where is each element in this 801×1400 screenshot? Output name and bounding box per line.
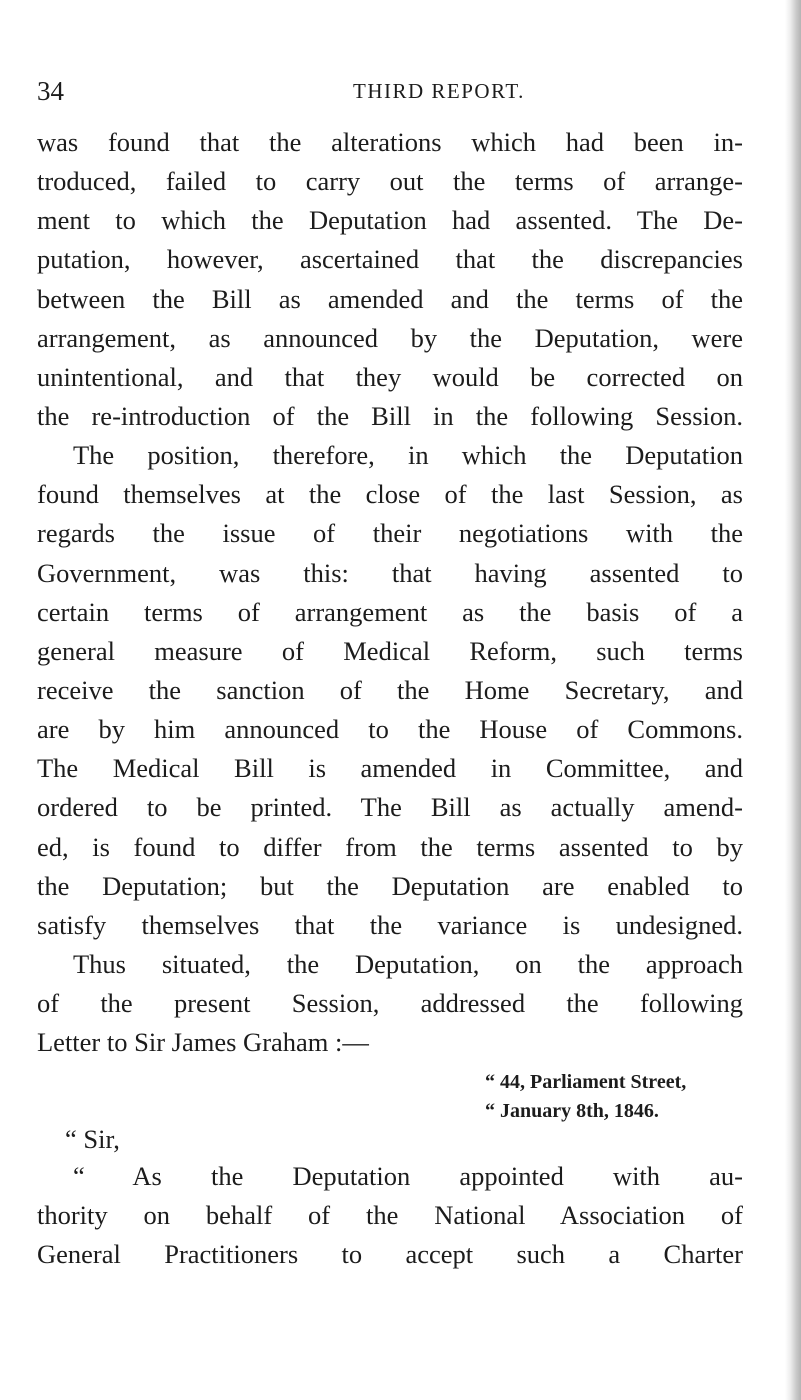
page-header [37,76,747,106]
text-line: ed, is found to differ from the terms assented to by [37,831,743,862]
text-line: putation, however, ascertained that the discrepancies [37,244,743,275]
letter-address [485,1068,686,1126]
letter-body [37,1157,743,1274]
text-line: “ As the Deputation appointed with au- [73,1161,743,1191]
body-text [37,123,743,1062]
text-line: thority on behalf of the National Association of [37,1200,743,1231]
text-line: unintentional, and that they would be corrected on [37,361,743,392]
text-line: ment to which the Deputation had assented. The De- [37,205,743,236]
running-head: THIRD REPORT. [353,79,525,103]
text-line: certain terms of arrangement as the basis of a [37,596,743,627]
text-line: the re-introduction of the Bill in the following Session. [37,400,743,431]
text-line: receive the sanction of the Home Secretary, and [37,674,743,705]
text-line: troduced, failed to carry out the terms of arrange- [37,166,743,197]
text-line: ordered to be printed. The Bill as actually amend- [37,792,743,823]
page-edge-shadow [785,0,801,1400]
address-line: “ 44, Parliament Street, [485,1071,687,1093]
text-line: Letter to Sir James Graham :— [37,1027,369,1058]
text-line: arrangement, as announced by the Deputation, were [37,322,743,353]
text-line: was found that the alterations which had been in- [37,127,743,157]
text-line: found themselves at the close of the last Session, as [37,479,743,510]
text-line: General Practitioners to accept such a Charter [37,1239,743,1270]
date-line: “ January 8th, 1846. [485,1100,659,1122]
text-line: Government, was this: that having assented to [37,557,743,588]
text-line: are by him announced to the House of Commons. [37,714,743,745]
text-line: The Medical Bill is amended in Committee, and [37,753,743,784]
letter-salutation: “ Sir, [65,1124,120,1154]
text-line: of the present Session, addressed the following [37,988,743,1019]
text-line: The position, therefore, in which the Deputation [73,440,743,471]
text-line: satisfy themselves that the variance is undesigned. [37,909,743,940]
text-line: general measure of Medical Reform, such terms [37,635,743,666]
text-line: Thus situated, the Deputation, on the approach [73,948,743,979]
text-line: the Deputation; but the Deputation are enabled to [37,870,743,901]
text-line: between the Bill as amended and the terms of the [37,283,743,314]
text-line: regards the issue of their negotiations with the [37,518,743,549]
page-number: 34 [37,76,64,106]
